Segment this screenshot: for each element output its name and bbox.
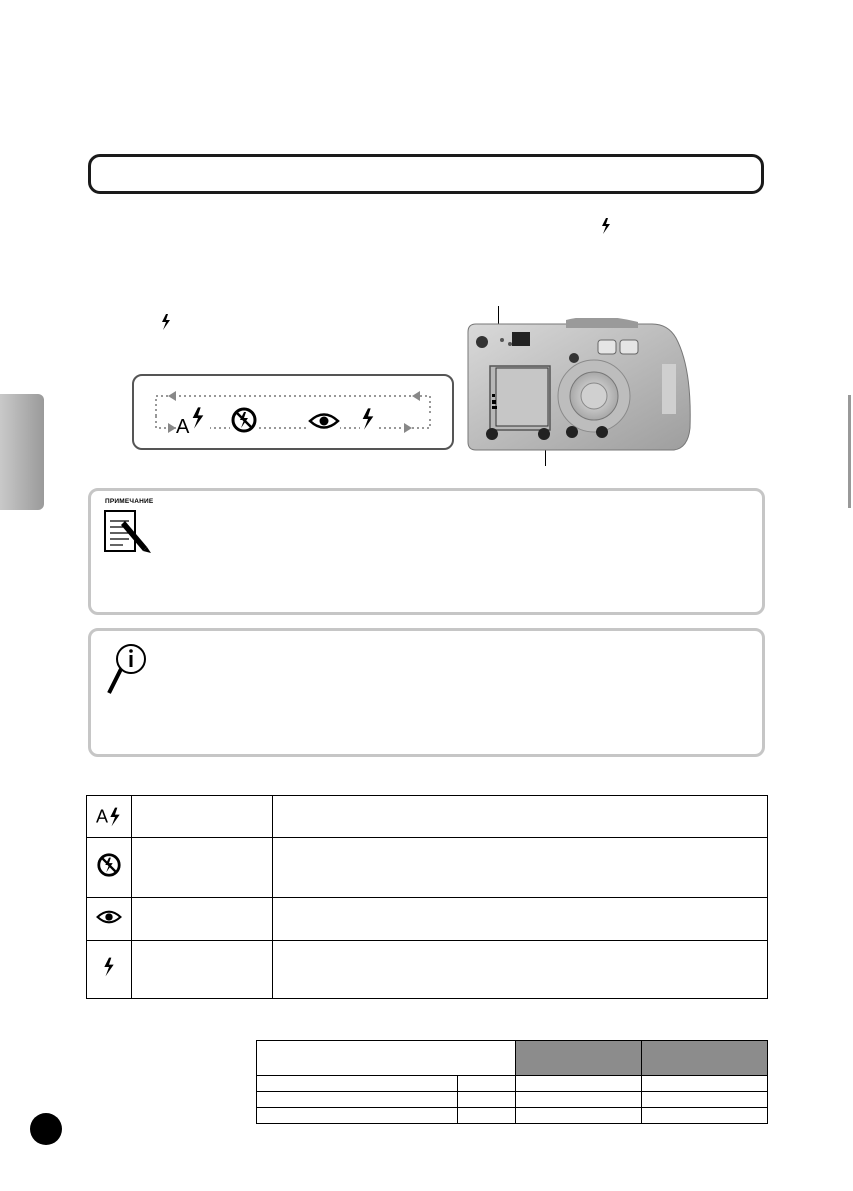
page-number-badge [30, 1113, 62, 1145]
info-box [88, 628, 765, 757]
camera-back-illustration [462, 318, 698, 461]
info-magnifier-icon [105, 641, 147, 702]
mode-description-cell [273, 941, 768, 999]
table-cell [516, 1092, 641, 1108]
table-row [87, 838, 768, 898]
mode-name-cell [132, 941, 273, 999]
table-cell [641, 1092, 767, 1108]
table-cell [257, 1108, 458, 1124]
chapter-tab [0, 394, 44, 510]
table-row [257, 1076, 768, 1092]
fill-flash-icon [360, 406, 376, 434]
flash-mode-table [86, 795, 768, 999]
table-cell [516, 1108, 641, 1124]
table-row [87, 898, 768, 941]
edge-marker [848, 395, 851, 508]
flash-button-icon [160, 314, 172, 335]
table-row [87, 941, 768, 999]
note-box [88, 488, 765, 615]
fill-flash-icon [87, 941, 132, 999]
note-label: ПРИМЕЧАНИЕ [105, 498, 154, 505]
notepad-pencil-icon [103, 509, 155, 560]
table-cell [257, 1092, 458, 1108]
header-cell-shaded [641, 1041, 767, 1076]
table-cell [257, 1076, 458, 1092]
mode-description-cell [273, 838, 768, 898]
table-cell [641, 1108, 767, 1124]
mode-name-cell [132, 796, 273, 838]
table-cell [457, 1108, 516, 1124]
auto-flash-icon: A [87, 796, 132, 838]
mode-name-cell [132, 898, 273, 941]
table-cell [641, 1076, 767, 1092]
flash-off-icon [87, 838, 132, 898]
mode-name-cell [132, 838, 273, 898]
table-cell [457, 1076, 516, 1092]
table-header-row [257, 1041, 768, 1076]
header-cell [257, 1041, 516, 1076]
table-row [257, 1092, 768, 1108]
table-cell [516, 1076, 641, 1092]
red-eye-reduction-icon [87, 898, 132, 941]
header-cell-shaded [516, 1041, 641, 1076]
table-row [87, 796, 768, 838]
table-row [257, 1108, 768, 1124]
mode-description-cell [273, 898, 768, 941]
section-title-box [88, 154, 764, 194]
flash-icon-inline [600, 218, 612, 239]
mode-description-cell [273, 796, 768, 838]
table-cell [457, 1092, 516, 1108]
red-eye-reduction-icon [308, 410, 340, 432]
auto-flash-icon: A [176, 406, 210, 438]
flash-mode-cycle-diagram [132, 374, 454, 450]
flash-off-icon [230, 406, 258, 434]
flash-range-table [256, 1040, 768, 1124]
